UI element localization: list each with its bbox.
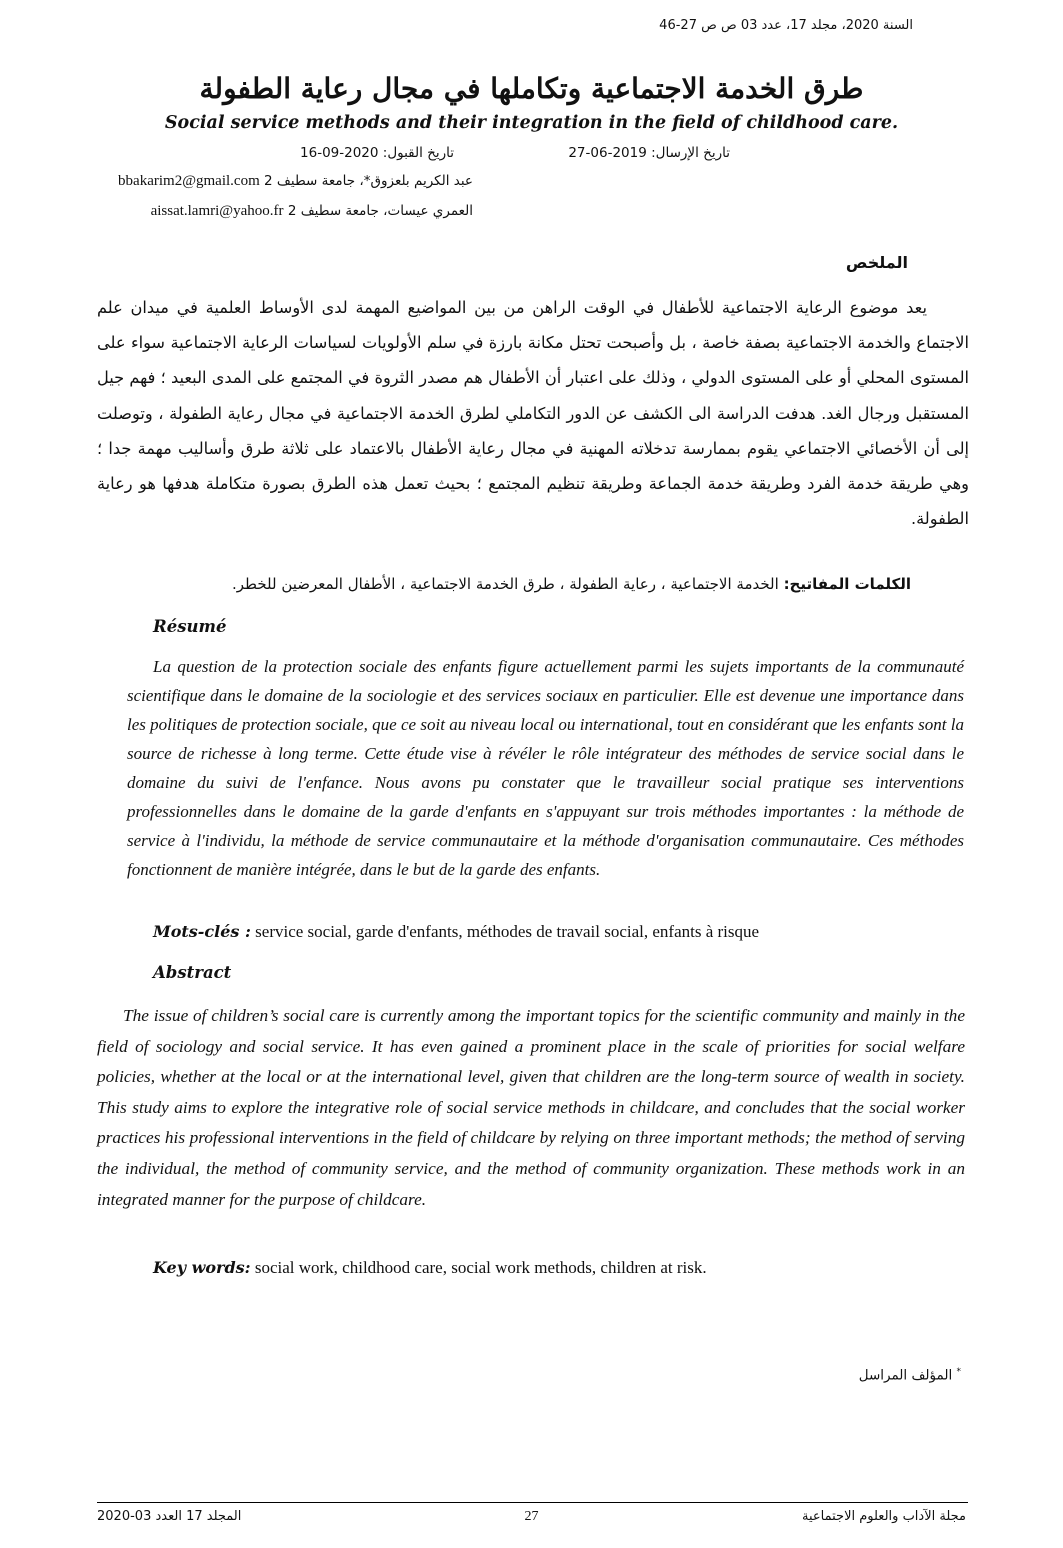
keywords-arabic-list: الخدمة الاجتماعية ، رعاية الطفولة ، طرق الخدمة الاجتماعية ، الأطفال المعرضين للخطر. (232, 575, 779, 593)
corresponding-author-footnote (859, 1367, 961, 1384)
abstract-arabic-heading: الملخص (845, 253, 908, 272)
keywords-english (153, 1258, 707, 1278)
footer-divider (97, 1502, 968, 1503)
accepted-label: تاريخ القبول: (382, 145, 455, 161)
author-2 (151, 203, 473, 220)
author-name-affiliation: العمري عيسات، جامعة سطيف 2 (287, 203, 473, 219)
keywords-french-label: Mots-clés : (153, 922, 251, 941)
abstract-english-heading: Abstract (153, 963, 232, 982)
keywords-arabic (232, 575, 911, 593)
footnote-text: المؤلف المراسل (858, 1367, 953, 1384)
footnote-marker: * (956, 1367, 961, 1377)
abstract-english-text: The issue of children’s social care is currently among the important topics for the scientific community and mainly in the field of sociology and social service. It has even gained a prominent place in the scale of priorities for social welfare policies, whether at the local or at the international level, given that children are the long-term source of wealth in society. This study aims to explore the integrative role of social service methods in childcare, and concludes that the social worker practices his professional interventions in the field of childcare by relying on three important methods; the method of serving the individual, the method of community service, and the method of community organization. These methods work in an integrated manner for the purpose of childcare. (97, 1006, 965, 1209)
resume-heading: Résumé (153, 617, 227, 636)
author-email-link[interactable]: aissat.lamri@yahoo.fr (150, 203, 284, 219)
footer-journal-name: مجلة الآداب والعلوم الاجتماعية (802, 1509, 966, 1524)
submitted-label: تاريخ الإرسال: (651, 145, 730, 161)
author-name-affiliation: عبد الكريم بلعزوق*، جامعة سطيف 2 (264, 173, 473, 189)
title-english: Social service methods and their integration in the field of childhood care. (164, 113, 899, 133)
keywords-arabic-label: الكلمات المفاتيح: (783, 575, 911, 593)
submission-dates (300, 145, 730, 161)
abstract-arabic-text: يعد موضوع الرعاية الاجتماعية للأطفال في الوقت الراهن من بين المواضيع المهمة لدى الأوساط العلمية في ميدان علم الاجتماع والخدمة الاجتماعية بصفة خاصة ، بل وأصبحت تحتل مكانة بارزة في سلم الأولويات لسياسات الرعاية الاجتماعية سواء على المستوى المحلي أو على المستوى الدولي ، وذلك على اعتبار أن الأطفال هم مصدر الثروة في المجتمع على المدى البعيد ؛ فهم جيل المستقبل ورجال الغد. هدفت الدراسة الى الكشف عن الدور التكاملي لطرق الخدمة الاجتماعية في مجال رعاية الطفولة ، وتوصلت إلى أن الأخصائي الاجتماعي يقوم بممارسة تدخلاته المهنية في مجال رعاية الأطفال بالاعتماد على ثلاثة طرق وأساليب مهمة جدا ؛ وهي طريقة خدمة الفرد وطريقة خدمة الجماعة وطريقة تنظيم المجتمع ؛ بحيث تعمل هذه الطرق بصورة متكاملة هدفها هو رعاية الطفولة. (97, 298, 969, 529)
title-arabic: طرق الخدمة الاجتماعية وتكاملها في مجال رعاية الطفولة (199, 72, 864, 105)
footer-page-number: 27 (524, 1509, 539, 1524)
author-1 (118, 173, 473, 190)
abstract-arabic (97, 290, 969, 536)
submitted-value: 2019-06-27 (568, 145, 647, 161)
keywords-english-list: social work, childhood care, social work methods, children at risk. (254, 1258, 707, 1277)
abstract-english (97, 1001, 965, 1215)
author-email-link[interactable]: bbakarim2@gmail.com (118, 173, 260, 189)
accepted-date (300, 145, 454, 161)
keywords-french (153, 922, 759, 942)
keywords-english-label: Key words: (153, 1258, 251, 1277)
keywords-french-list: service social, garde d'enfants, méthodes de travail social, enfants à risque (255, 922, 760, 941)
resume-french-text: La question de la protection sociale des enfants figure actuellement parmi les sujets importants de la communauté scientifique dans le domaine de la sociologie et des services sociaux en particulier. Elle est devenue une importance dans les politiques de protection sociale, que ce soit au niveau local ou international, tout en considérant que les enfants sont la source de richesse à long terme. Cette étude vise à révéler le rôle intégrateur des méthodes de service social dans le domaine du suivi de l'enfance. Nous avons pu constater que le travailleur social pratique ses interventions professionnelles dans le domaine de la garde d'enfants en s'appuyant sur trois méthodes importantes : la méthode de service à l'individu, la méthode de service communautaire et la méthode d'organisation communautaire. Ces méthodes fonctionnent de manière intégrée, dans le but de la garde des enfants. (127, 657, 964, 879)
accepted-value: 2020-09-16 (300, 145, 379, 161)
resume-french (127, 652, 964, 884)
submitted-date (568, 145, 730, 161)
footer-volume-issue: المجلد 17 العدد 03-2020 (97, 1509, 242, 1524)
journal-citation-header: السنة 2020، مجلد 17، عدد 03 ص ص 27-46 (659, 18, 913, 33)
